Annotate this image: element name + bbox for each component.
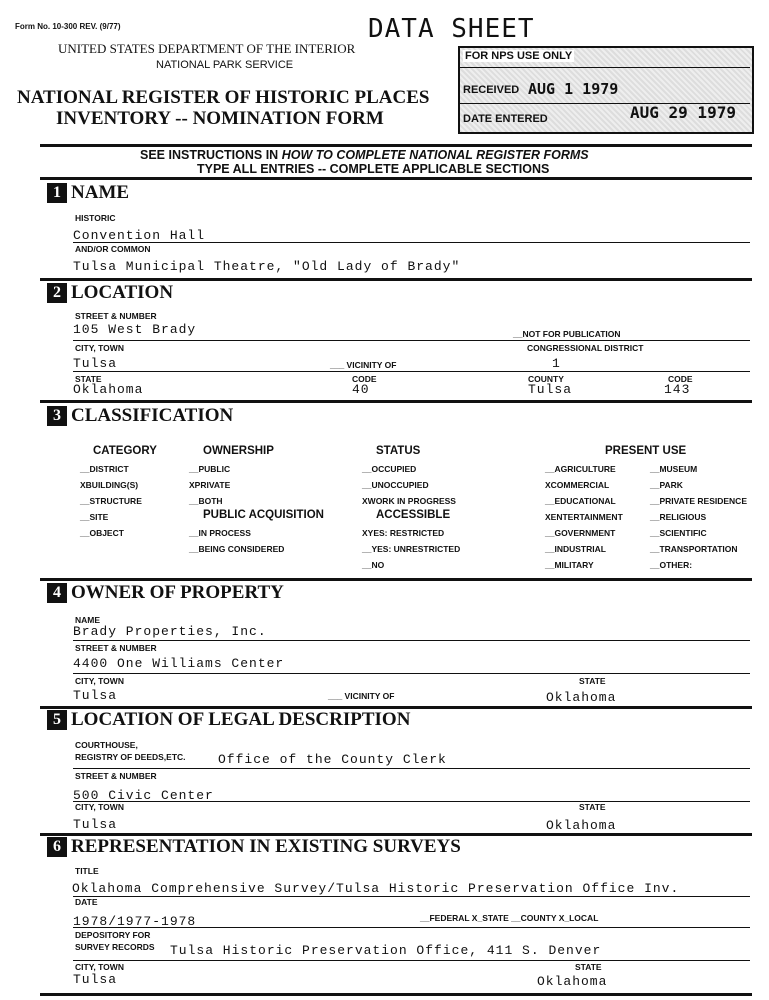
survey-city-label: CITY, TOWN	[75, 962, 124, 972]
legal-state-value: Oklahoma	[546, 818, 617, 833]
section-6-heading: 6 REPRESENTATION IN EXISTING SURVEYS	[47, 836, 461, 858]
survey-state-value: Oklahoma	[537, 974, 608, 989]
status-list	[362, 464, 456, 512]
congressional-value: 1	[552, 356, 561, 371]
acquisition-item: __BEING CONSIDERED	[189, 544, 285, 554]
instructions-line2: TYPE ALL ENTRIES -- COMPLETE APPLICABLE SECTIONS	[197, 162, 550, 176]
status-item: __OCCUPIED	[362, 464, 417, 474]
use-list-right	[650, 464, 747, 576]
nps-use-label: FOR NPS USE ONLY	[465, 50, 573, 62]
owner-name-label: NAME	[75, 615, 101, 625]
owner-vicinity-label: ___ VICINITY OF	[328, 691, 395, 701]
section-rule-1	[40, 177, 752, 180]
owner-state-value: Oklahoma	[546, 690, 617, 705]
owner-street-value: 4400 One Williams Center	[73, 656, 285, 671]
depository-value: Tulsa Historic Preservation Office, 411 S. Denver	[170, 943, 602, 958]
line	[73, 673, 750, 674]
use-item: __INDUSTRIAL	[545, 544, 606, 554]
city-value: Tulsa	[73, 356, 118, 371]
owner-city-value: Tulsa	[73, 688, 118, 703]
use-item: __PRIVATE RESIDENCE	[650, 496, 747, 506]
use-item: __EDUCATIONAL	[545, 496, 616, 506]
ownership-list	[189, 464, 230, 512]
survey-date-value: 1978/1977-1978	[73, 914, 197, 929]
line	[73, 801, 750, 802]
depository-label-1: DEPOSITORY FOR	[75, 930, 151, 940]
category-list	[80, 464, 142, 544]
ownership-item: __PUBLIC	[189, 464, 231, 474]
department-name: UNITED STATES DEPARTMENT OF THE INTERIOR	[58, 41, 356, 56]
accessible-heading: ACCESSIBLE	[376, 509, 451, 521]
not-for-publication: __NOT FOR PUBLICATION	[513, 329, 621, 339]
use-item: __PARK	[650, 480, 683, 490]
common-label: AND/OR COMMON	[75, 244, 151, 254]
nps-divider	[460, 67, 750, 68]
survey-title-label: TITLE	[75, 866, 99, 876]
line	[73, 340, 750, 341]
courthouse-label-1: COURTHOUSE,	[75, 740, 138, 750]
date-entered-label: DATE ENTERED	[463, 113, 548, 125]
legal-street-label: STREET & NUMBER	[75, 771, 157, 781]
ownership-item: XPRIVATE	[189, 480, 231, 490]
bottom-rule	[40, 993, 752, 996]
survey-levels: __FEDERAL X_STATE __COUNTY X_LOCAL	[420, 913, 599, 923]
acquisition-list	[189, 528, 284, 560]
depository-label-2: SURVEY RECORDS	[75, 942, 155, 952]
line	[73, 640, 750, 641]
present-use-heading: PRESENT USE	[605, 445, 687, 457]
service-name: NATIONAL PARK SERVICE	[156, 59, 294, 71]
survey-state-label: STATE	[575, 962, 602, 972]
instructions-line1: SEE INSTRUCTIONS IN HOW TO COMPLETE NATIONAL REGISTER FORMS	[140, 148, 589, 162]
courthouse-value: Office of the County Clerk	[218, 752, 447, 767]
use-item: __AGRICULTURE	[545, 464, 616, 474]
line	[73, 896, 750, 897]
category-item: __DISTRICT	[80, 464, 129, 474]
data-sheet-stamp: DATA SHEET	[368, 14, 535, 44]
line	[73, 371, 750, 372]
form-title-line2: INVENTORY -- NOMINATION FORM	[56, 108, 384, 129]
category-item: XBUILDING(S)	[80, 480, 139, 490]
line	[73, 960, 750, 961]
category-item: __SITE	[80, 512, 109, 522]
category-item: __STRUCTURE	[80, 496, 142, 506]
street-label: STREET & NUMBER	[75, 311, 157, 321]
use-item: __TRANSPORTATION	[650, 544, 738, 554]
status-item: XWORK IN PROGRESS	[362, 496, 456, 506]
state-label: STATE	[75, 374, 102, 384]
use-list-left	[545, 464, 623, 576]
survey-date-label: DATE	[75, 897, 98, 907]
county-value: Tulsa	[528, 382, 573, 397]
section-rule-2	[40, 278, 752, 281]
use-item: __MUSEUM	[650, 464, 698, 474]
congressional-label: CONGRESSIONAL DISTRICT	[527, 343, 644, 353]
use-item: __OTHER:	[650, 560, 693, 570]
line	[73, 242, 750, 243]
code-label: CODE	[352, 374, 377, 384]
owner-street-label: STREET & NUMBER	[75, 643, 157, 653]
section-2-heading: 2 LOCATION	[47, 282, 173, 304]
accessible-item: __YES: UNRESTRICTED	[362, 544, 461, 554]
accessible-item: XYES: RESTRICTED	[362, 528, 445, 538]
date-entered-stamp: AUG 29 1979	[630, 103, 736, 122]
category-item: __OBJECT	[80, 528, 124, 538]
owner-name-value: Brady Properties, Inc.	[73, 624, 267, 639]
use-item: XENTERTAINMENT	[545, 512, 623, 522]
section-rule-3	[40, 400, 752, 403]
vicinity-label: ___ VICINITY OF	[330, 360, 397, 370]
section-rule-4	[40, 578, 752, 581]
state-value: Oklahoma	[73, 382, 144, 397]
use-item: __RELIGIOUS	[650, 512, 707, 522]
line	[73, 768, 750, 769]
section-1-heading: 1 NAME	[47, 182, 129, 204]
header-rule	[40, 144, 752, 147]
received-label: RECEIVED	[463, 84, 520, 96]
received-stamp: AUG 1 1979	[528, 80, 619, 98]
status-heading: STATUS	[376, 445, 421, 457]
form-title-line1: NATIONAL REGISTER OF HISTORIC PLACES	[17, 87, 430, 108]
code2-value: 143	[664, 382, 691, 397]
survey-title-value: Oklahoma Comprehensive Survey/Tulsa Historic Preservation Office Inv.	[72, 881, 680, 896]
owner-city-label: CITY, TOWN	[75, 676, 124, 686]
section-4-heading: 4 OWNER OF PROPERTY	[47, 582, 284, 604]
courthouse-label-2: REGISTRY OF DEEDS,ETC.	[75, 752, 186, 762]
legal-state-label: STATE	[579, 802, 606, 812]
city-label: CITY, TOWN	[75, 343, 124, 353]
ownership-item: __BOTH	[189, 496, 223, 506]
legal-city-value: Tulsa	[73, 817, 118, 832]
legal-city-label: CITY, TOWN	[75, 802, 124, 812]
line	[73, 927, 750, 928]
status-item: __UNOCCUPIED	[362, 480, 429, 490]
section-3-heading: 3 CLASSIFICATION	[47, 405, 233, 427]
county-label: COUNTY	[528, 374, 564, 384]
accessible-list	[362, 528, 460, 576]
acquisition-heading: PUBLIC ACQUISITION	[203, 509, 324, 521]
section-5-heading: 5 LOCATION OF LEGAL DESCRIPTION	[47, 709, 410, 731]
ownership-heading: OWNERSHIP	[203, 445, 274, 457]
category-heading: CATEGORY	[93, 445, 157, 457]
legal-street-value: 500 Civic Center	[73, 788, 214, 803]
accessible-item: __NO	[362, 560, 385, 570]
historic-name: Convention Hall	[73, 228, 206, 243]
use-item: __GOVERNMENT	[545, 528, 616, 538]
use-item: __MILITARY	[545, 560, 594, 570]
survey-city-value: Tulsa	[73, 972, 118, 987]
use-item: __SCIENTIFIC	[650, 528, 707, 538]
street-value: 105 West Brady	[73, 322, 197, 337]
owner-state-label: STATE	[579, 676, 606, 686]
historic-label: HISTORIC	[75, 213, 116, 223]
acquisition-item: __IN PROCESS	[189, 528, 251, 538]
code-value: 40	[352, 382, 370, 397]
use-item: XCOMMERCIAL	[545, 480, 610, 490]
common-name: Tulsa Municipal Theatre, "Old Lady of Brady"	[73, 259, 461, 274]
code2-label: CODE	[668, 374, 693, 384]
form-number: Form No. 10-300 REV. (9/77)	[15, 22, 121, 31]
